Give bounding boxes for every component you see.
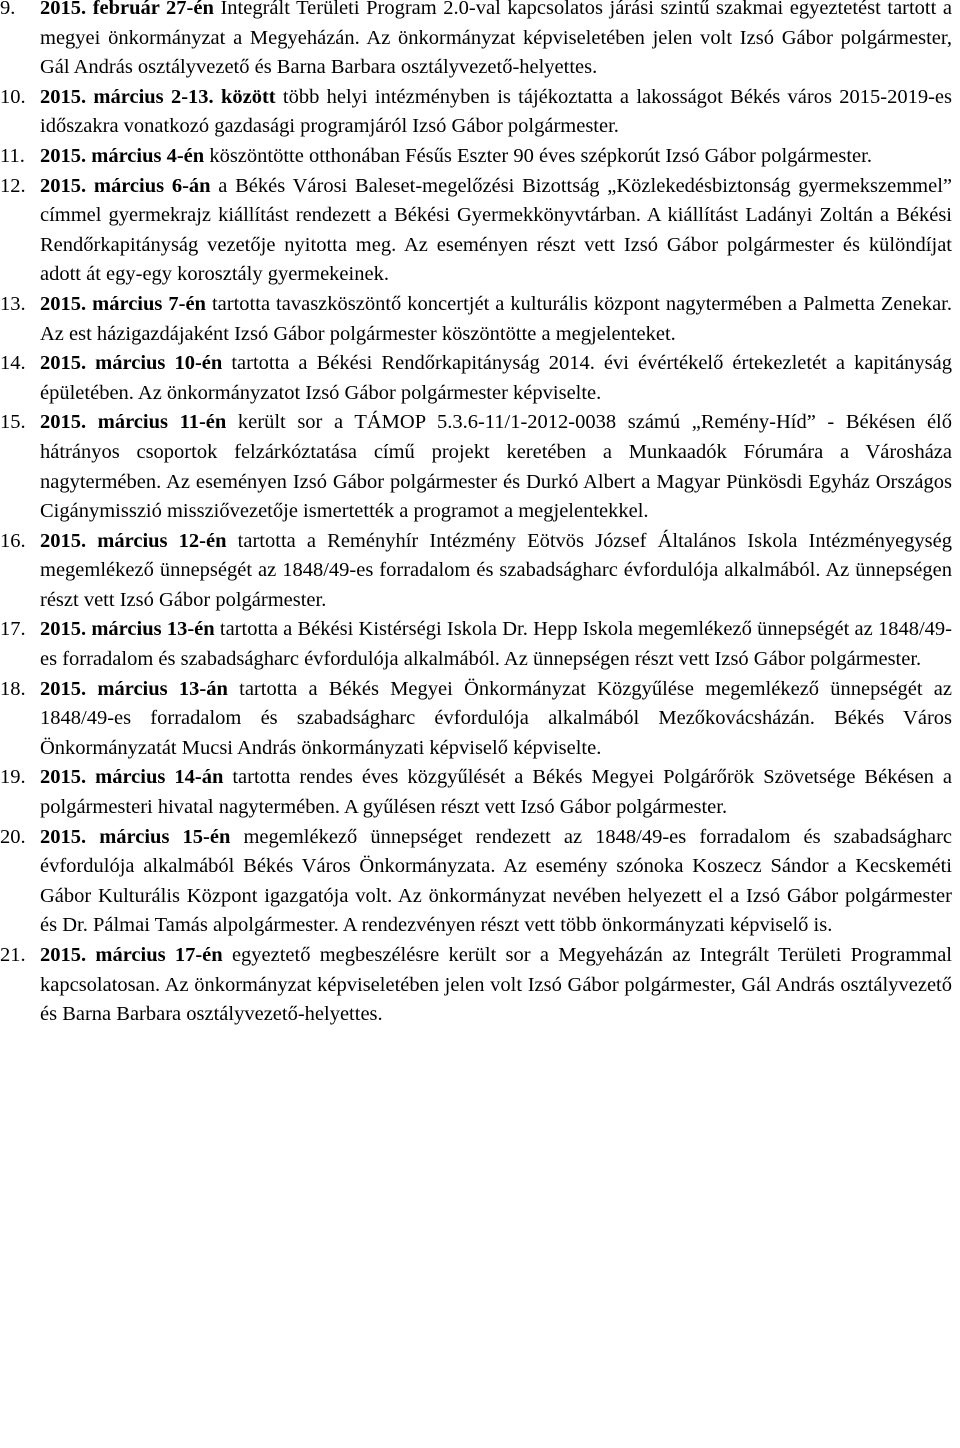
list-item — [0, 615, 952, 674]
item-text: tartotta a Békési Rendőrkapitányság 2014. évi évértékelő értekezletét a kapitányság épületében. Az önkormányzatot Izsó Gábor polgármester képviselte. — [40, 352, 952, 404]
item-number: 13. — [0, 292, 26, 315]
item-date: 2015. március 4-én — [40, 144, 205, 167]
item-number: 12. — [0, 174, 26, 197]
item-date: 2015. március 12-én — [40, 529, 227, 552]
item-text: Integrált Területi Program 2.0-val kapcsolatos járási szintű szakmai egyeztetést tartott a megyei önkormányzat a Megyeházán. Az önkormányzat képviseletében jelen volt Izsó Gábor polgármester, Gál András osztályvezető és Barna Barbara osztályvezető-helyettes. — [40, 0, 952, 79]
item-number: 11. — [0, 144, 25, 167]
item-date: 2015. március 13-én — [40, 618, 215, 641]
item-date: 2015. február 27-én — [40, 0, 214, 19]
item-text: egyeztető megbeszélésre került sor a Megyeházán az Integrált Területi Programmal kapcsolatosan. Az önkormányzat képviseletében jelen volt Izsó Gábor polgármester, Gál András osztályvezető és Barna Barbara osztályvezető-helyettes. — [40, 944, 952, 1026]
item-text: több helyi intézményben is tájékoztatta a lakosságot Békés város 2015-2019-es időszakra vonatkozó gazdasági programjáról Izsó Gábor polgármester. — [40, 85, 952, 138]
item-date: 2015. március 10-én — [40, 352, 223, 375]
item-number: 9. — [0, 0, 16, 19]
item-date: 2015. március 11-én — [40, 411, 227, 434]
list-item — [0, 527, 952, 616]
item-date: 2015. március 17-én — [40, 944, 223, 966]
item-date: 2015. március 7-én — [40, 292, 206, 315]
item-number: 16. — [0, 529, 26, 552]
item-number: 19. — [0, 766, 26, 789]
list-item — [0, 823, 952, 941]
list-item — [0, 763, 952, 822]
item-text: köszöntötte otthonában Fésűs Eszter 90 éves szépkorút Izsó Gábor polgármester. — [204, 144, 872, 167]
item-text: tartotta a Reményhír Intézmény Eötvös József Általános Iskola Intézményegység megemlékező ünnepségét az 1848/49-es forradalom és szabadságharc évfordulója alkalmából. Az ünnepségen részt vett Izsó Gábor polgármester. — [40, 529, 952, 611]
item-text: a Békés Városi Baleset-megelőzési Bizottság „Közlekedésbiztonság gyermekszemmel” címmel gyermekrajz kiállítást rendezett a Békési Gyermekkönyvtárban. A kiállítást Ladányi Zoltán a Békési Rendőrkapitányság vezetője nyitotta meg. Az eseményen részt vett Izsó Gábor polgármester és különdíjat adott át egy-egy korosztály gyermekeinek. — [40, 174, 952, 286]
item-date: 2015. március 13-án — [40, 677, 228, 700]
item-number: 20. — [0, 825, 26, 848]
item-number: 18. — [0, 677, 26, 700]
item-date: 2015. március 2-13. között — [40, 85, 276, 108]
item-number: 10. — [0, 85, 26, 108]
item-text: tartotta rendes éves közgyűlését a Békés Megyei Polgárőrök Szövetsége Békésen a polgármesteri hivatal nagytermében. A gyűlésen részt vett Izsó Gábor polgármester. — [40, 766, 952, 819]
list-item — [0, 290, 952, 349]
item-date: 2015. március 15-én — [40, 825, 231, 848]
list-item — [0, 675, 952, 764]
list-item — [0, 0, 952, 83]
list-item — [0, 941, 952, 1030]
item-text: került sor a TÁMOP 5.3.6-11/1-2012-0038 számú „Remény-Híd” - Békésen élő hátrányos csoportok felzárkóztatása című projekt keretében a Munkaadók Fórumára a Városháza nagytermében. Az eseményen Izsó Gábor polgármester és Durkó Albert a Magyar Pünkösdi Egyház Országos Cigánymisszió missziővezetője ismertették a programot a megjelentekkel. — [40, 411, 952, 523]
item-text: tartotta a Békés Megyei Önkormányzat Közgyűlése megemlékező ünnepségét az 1848/49-es forradalom és szabadságharc évfordulója alkalmából Mezőkovácsházán. Békés Város Önkormányzatát Mucsi András önkormányzati képviselő képviselte. — [40, 677, 952, 759]
item-text: tartotta a Békési Kistérségi Iskola Dr. Hepp Iskola megemlékező ünnepségét az 1848/49-es forradalom és szabadságharc évfordulója alkalmából. Az ünnepségen részt vett Izsó Gábor polgármester. — [40, 618, 952, 671]
item-text: megemlékező ünnepséget rendezett az 1848/49-es forradalom és szabadságharc évfordulója alkalmából Békés Város Önkormányzata. Az esemény szónoka Koszecz Sándor a Kecskeméti Gábor Kulturális Központ igazgatója volt. Az önkormányzat nevében helyezett el a Izsó Gábor polgármester és Dr. Pálmai Tamás alpolgármester. A rendezvényen részt vett több önkormányzati képviselő is. — [40, 825, 953, 937]
list-item — [0, 408, 952, 526]
item-text: tartotta tavaszköszöntő koncertjét a kulturális központ nagytermében a Palmetta Zenekar. Az est házigazdájaként Izsó Gábor polgármester köszöntötte a megjelenteket. — [40, 292, 953, 345]
list-item — [0, 142, 952, 172]
item-number: 17. — [0, 618, 26, 641]
item-date: 2015. március 14-án — [40, 766, 224, 789]
item-date: 2015. március 6-án — [40, 174, 211, 197]
list-item — [0, 83, 952, 142]
item-number: 14. — [0, 352, 26, 375]
item-number: 15. — [0, 411, 26, 434]
list-item — [0, 172, 952, 290]
item-number: 21. — [0, 944, 26, 966]
list-item — [0, 349, 952, 408]
